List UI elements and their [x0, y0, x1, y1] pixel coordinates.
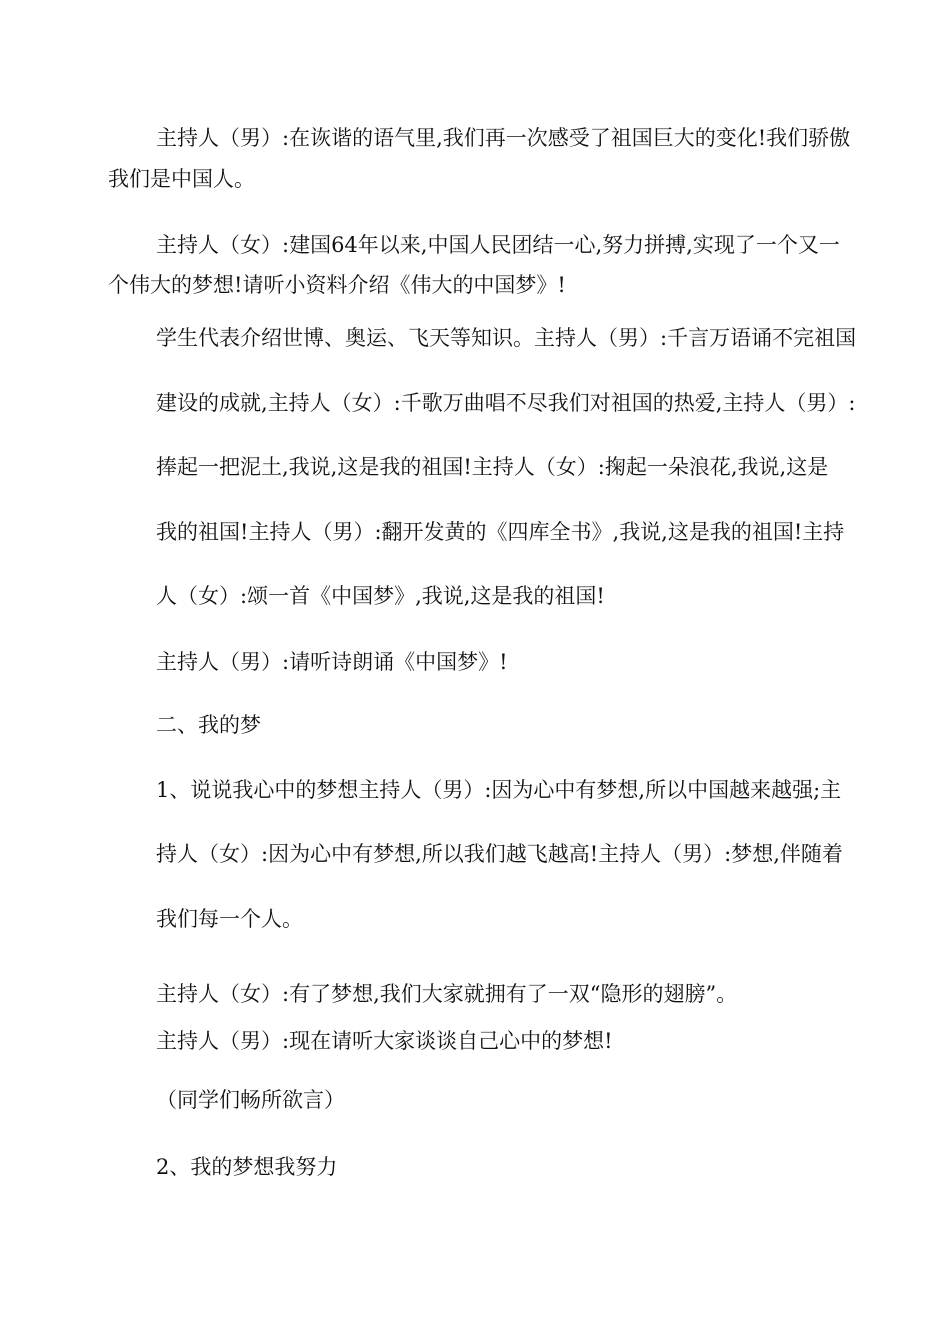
text-line: 主持人（女）:建国64年以来,中国人民团结一心,努力拼搏,实现了一个又一: [156, 233, 840, 257]
text-line: 我们是中国人。: [108, 167, 255, 191]
text-line: 主持人（男）:现在请听大家谈谈自己心中的梦想!: [156, 1029, 613, 1053]
text-line: 我们每一个人。: [156, 907, 303, 931]
text-line: 我的祖国!主持人（男）:翻开发黄的《四库全书》,我说,这是我的祖国!主持: [156, 520, 845, 544]
text-line: 1、说说我心中的梦想主持人（男）:因为心中有梦想,所以中国越来越强;主: [156, 778, 842, 802]
text-line: 个伟大的梦想!请听小资料介绍《伟大的中国梦》!: [108, 273, 566, 297]
text-line: 主持人（女）:有了梦想,我们大家就拥有了一双“隐形的翅膀”。: [156, 982, 738, 1006]
text-line: 建设的成就,主持人（女）:千歌万曲唱不尽我们对祖国的热爱,主持人（男）:: [156, 391, 856, 415]
text-line: 主持人（男）:在诙谐的语气里,我们再一次感受了祖国巨大的变化!我们骄傲: [156, 126, 851, 150]
text-line: 学生代表介绍世博、奥运、飞天等知识。主持人（男）:千言万语诵不完祖国: [156, 326, 857, 350]
section-heading: 二、我的梦: [156, 713, 261, 737]
text-line: 持人（女）:因为心中有梦想,所以我们越飞越高!主持人（男）:梦想,伴随着: [156, 842, 843, 866]
text-line: 人（女）:颂一首《中国梦》,我说,这是我的祖国!: [156, 584, 605, 608]
text-line: （同学们畅所欲言）: [156, 1088, 345, 1112]
text-line: 捧起一把泥土,我说,这是我的祖国!主持人（女）:掬起一朵浪花,我说,这是: [156, 455, 829, 479]
text-line: 主持人（男）:请听诗朗诵《中国梦》!: [156, 650, 508, 674]
subsection-heading: 2、我的梦想我努力: [156, 1155, 338, 1179]
